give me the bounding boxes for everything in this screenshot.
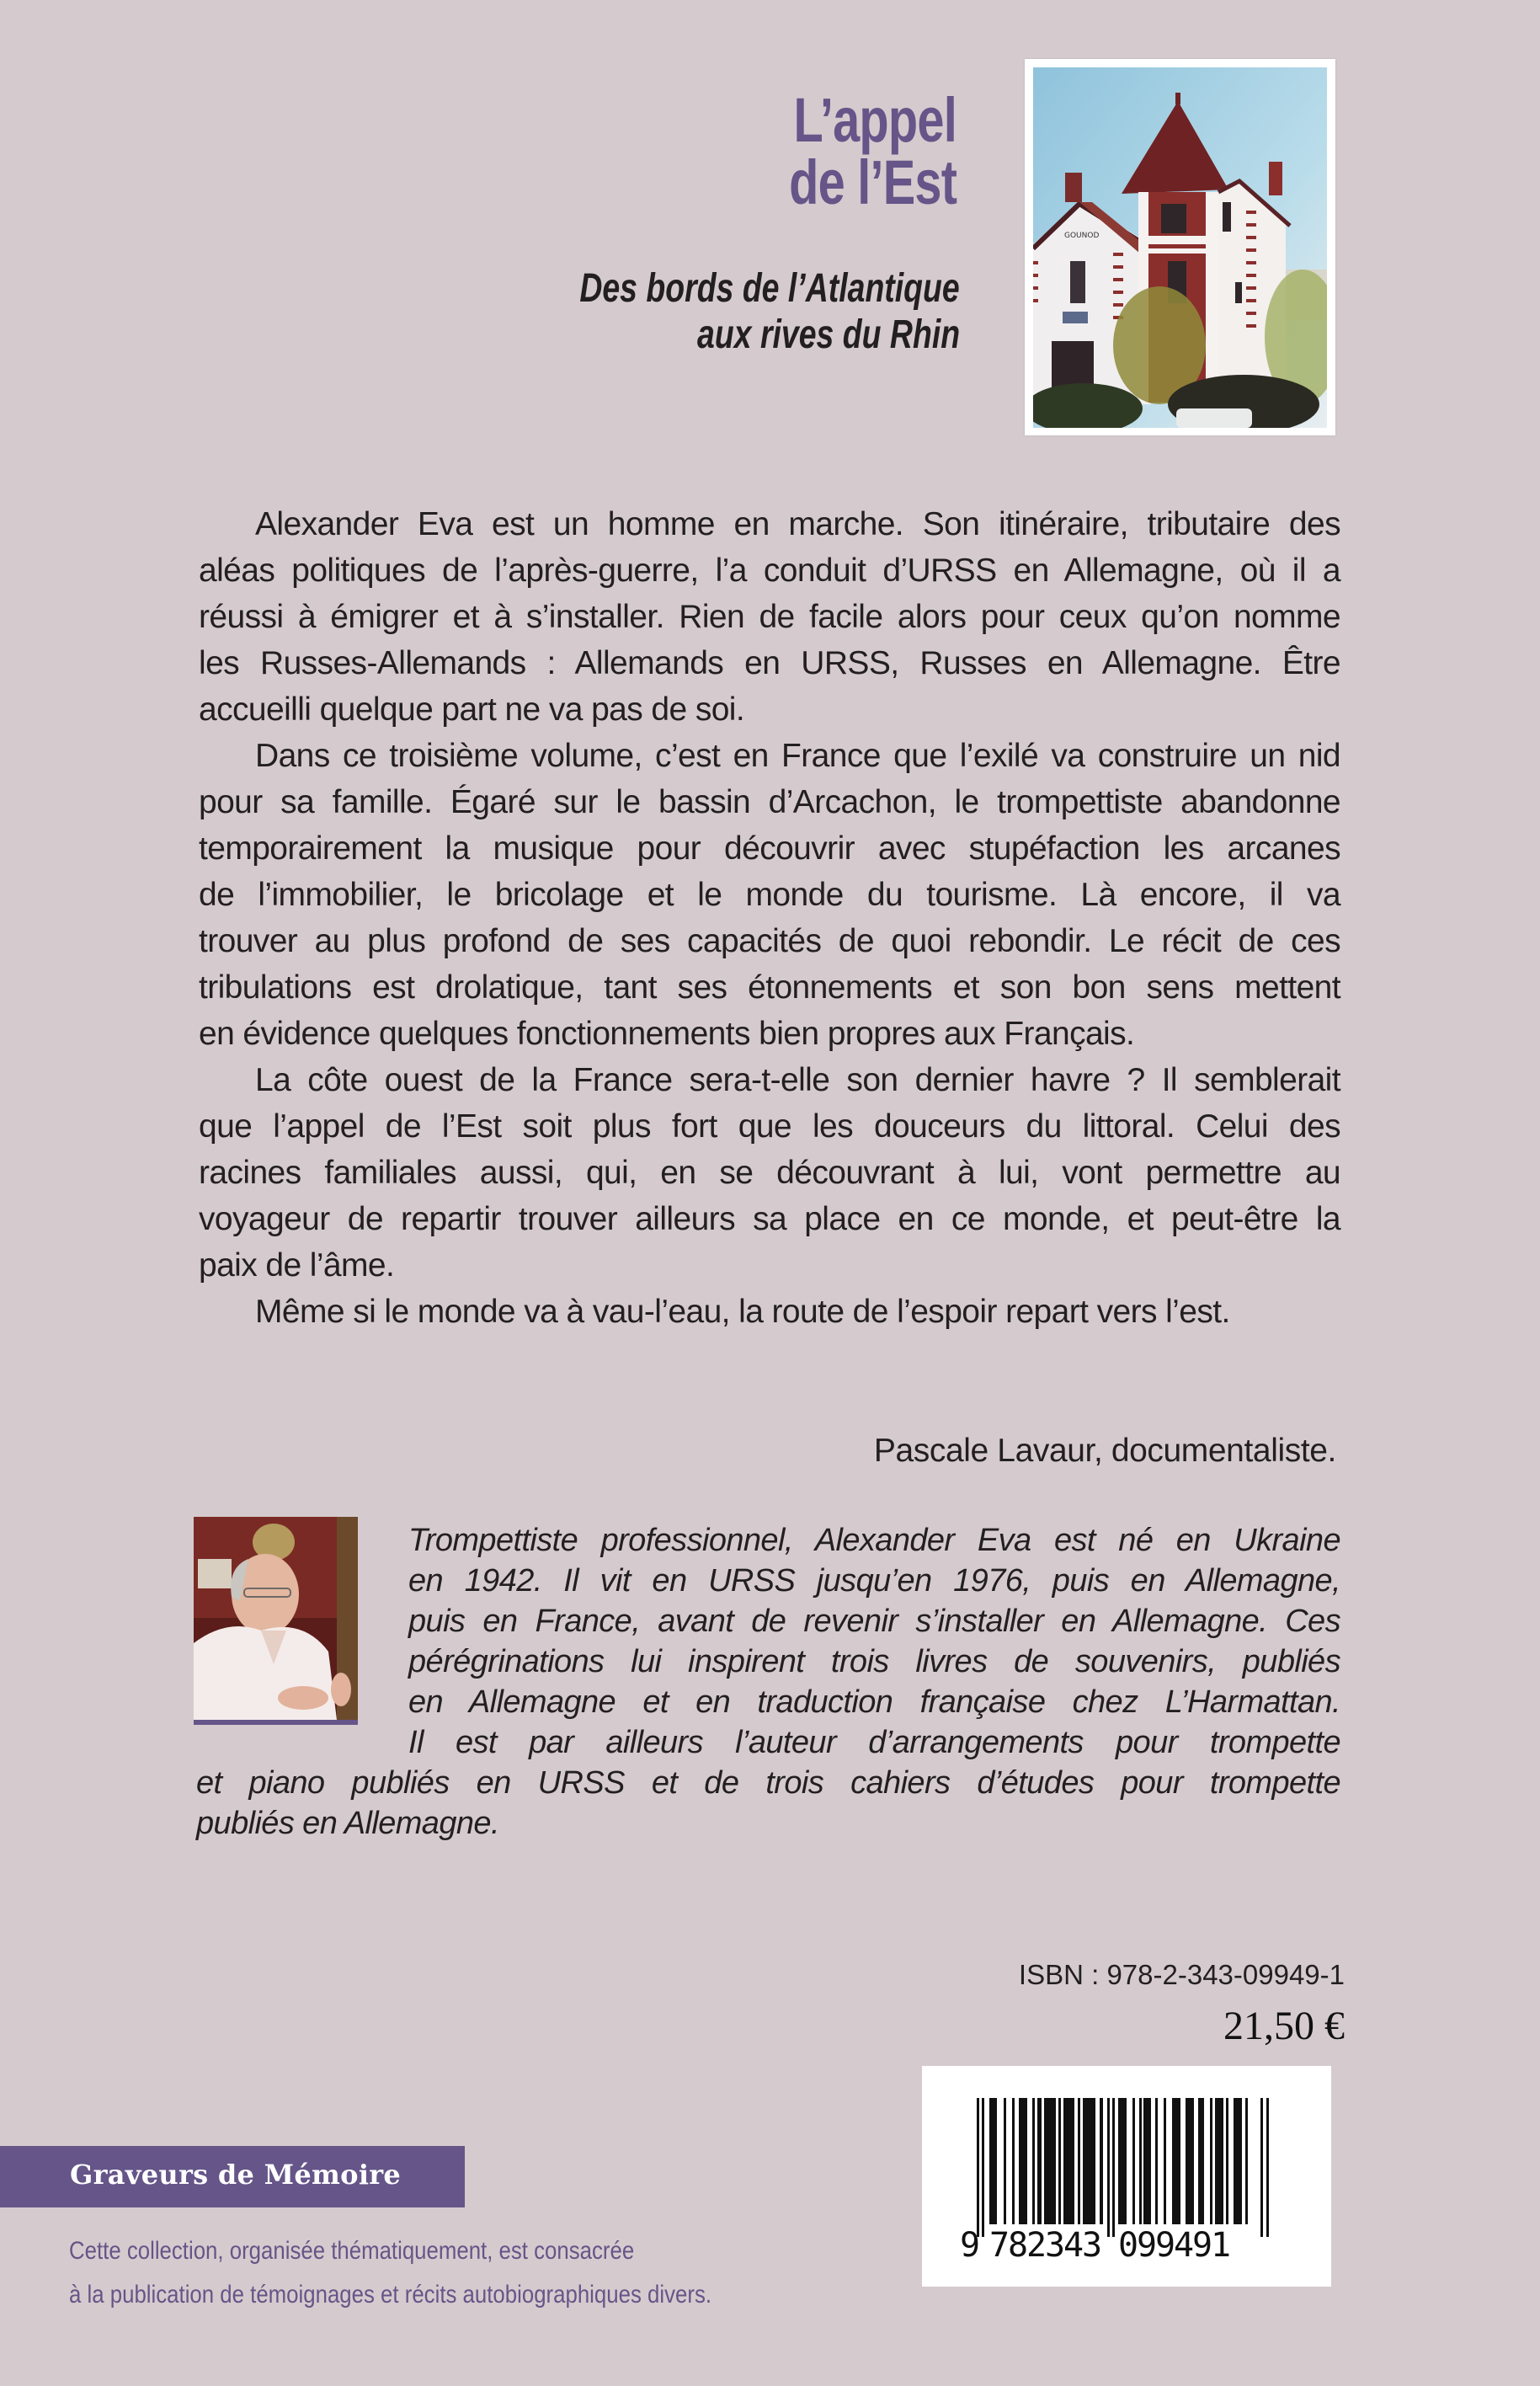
bio-line: pérégrinations lui inspirent trois livres de souvenirs, publiés: [408, 1644, 1340, 1679]
svg-text:GOUNOD: GOUNOD: [1064, 232, 1100, 240]
author-photo: [194, 1517, 358, 1720]
blurb-line: Même si le monde va à vau-l’eau, la route de l’espoir repart vers l’est.: [255, 1294, 1230, 1330]
book-subtitle-line-1: Des bords de l’Atlantique: [579, 266, 960, 311]
bio-line: publiés en Allemagne.: [196, 1806, 499, 1841]
bio-line: Il est par ailleurs l’auteur d’arrangements pour trompette: [408, 1725, 1340, 1760]
author-photo-accent-bar: [194, 1720, 358, 1725]
isbn-barcode: [922, 2066, 1331, 2287]
blurb-line: accueilli quelque part ne va pas de soi.: [199, 691, 745, 728]
collection-band: [0, 2146, 465, 2207]
collection-description-line: Cette collection, organisée thématiquement, est consacrée: [69, 2237, 635, 2265]
blurb-line: racines familiales aussi, qui, en se découvrant à lui, vont permettre au: [199, 1155, 1340, 1191]
book-title-line-1: L’appel: [793, 85, 957, 155]
blurb-line: aléas politiques de l’après-guerre, l’a conduit d’URSS en Allemagne, où il a: [199, 552, 1340, 589]
bio-line: en Allemagne et en traduction française chez L’Harmattan.: [408, 1684, 1340, 1720]
book-subtitle-line-2: aux rives du Rhin: [696, 312, 960, 357]
blurb-line: les Russes-Allemands : Allemands en URSS, Russes en Allemagne. Être: [199, 645, 1340, 681]
blurb-line: de l’immobilier, le bricolage et le monde du tourisme. Là encore, il va: [199, 877, 1340, 913]
blurb-line: réussi à émigrer et à s’installer. Rien de facile alors pour ceux qu’on nomme: [199, 599, 1340, 635]
collection-name: Graveurs de Mémoire: [70, 2159, 402, 2191]
blurb-line: pour sa famille. Égaré sur le bassin d’Arcachon, le trompettiste abandonne: [199, 784, 1340, 820]
blurb-line: La côte ouest de la France sera-t-elle son dernier havre ? Il semblerait: [255, 1062, 1340, 1098]
isbn-label: ISBN : 978-2-343-09949-1: [1018, 1959, 1345, 1990]
blurb-line: voyageur de repartir trouver ailleurs sa place en ce monde, et peut-être la: [199, 1201, 1340, 1237]
bio-line: Trompettiste professionnel, Alexander Eva est né en Ukraine: [408, 1523, 1340, 1558]
bio-line: en 1942. Il vit en URSS jusqu’en 1976, puis en Allemagne,: [408, 1563, 1340, 1599]
blurb-line: Alexander Eva est un homme en marche. Son itinéraire, tributaire des: [255, 506, 1340, 542]
blurb-line: paix de l’âme.: [199, 1247, 395, 1284]
bio-line: et piano publiés en URSS et de trois cahiers d’études pour trompette: [196, 1765, 1340, 1801]
book-title-line-2: de l’Est: [788, 147, 957, 217]
blurb-line: trouver au plus profond de ses capacités de quoi rebondir. Le récit de ces: [199, 923, 1340, 959]
blurb-line: temporairement la musique pour découvrir avec stupéfaction les arcanes: [199, 830, 1340, 867]
blurb-line: Dans ce troisième volume, c’est en France que l’exilé va construire un nid: [255, 738, 1340, 774]
cover-photo-frame: [1025, 59, 1335, 435]
blurb-line: que l’appel de l’Est soit plus fort que les douceurs du littoral. Celui des: [199, 1108, 1340, 1145]
price-label: 21,50 €: [1223, 2004, 1345, 2048]
bio-line: puis en France, avant de revenir s’installer en Allemagne. Ces: [408, 1604, 1340, 1639]
cover-photo-house: [1033, 67, 1327, 428]
blurb-line: en évidence quelques fonctionnements bien propres aux Français.: [199, 1016, 1135, 1052]
barcode-digits: 9 7 8 2 3 4 3 0 9 9 4 9 1: [960, 2226, 1232, 2265]
blurb-line: tribulations est drolatique, tant ses étonnements et son bon sens mettent: [199, 969, 1340, 1006]
collection-description-line: à la publication de témoignages et récits autobiographiques divers.: [69, 2281, 712, 2309]
blurb-signature: Pascale Lavaur, documentaliste.: [873, 1433, 1336, 1469]
